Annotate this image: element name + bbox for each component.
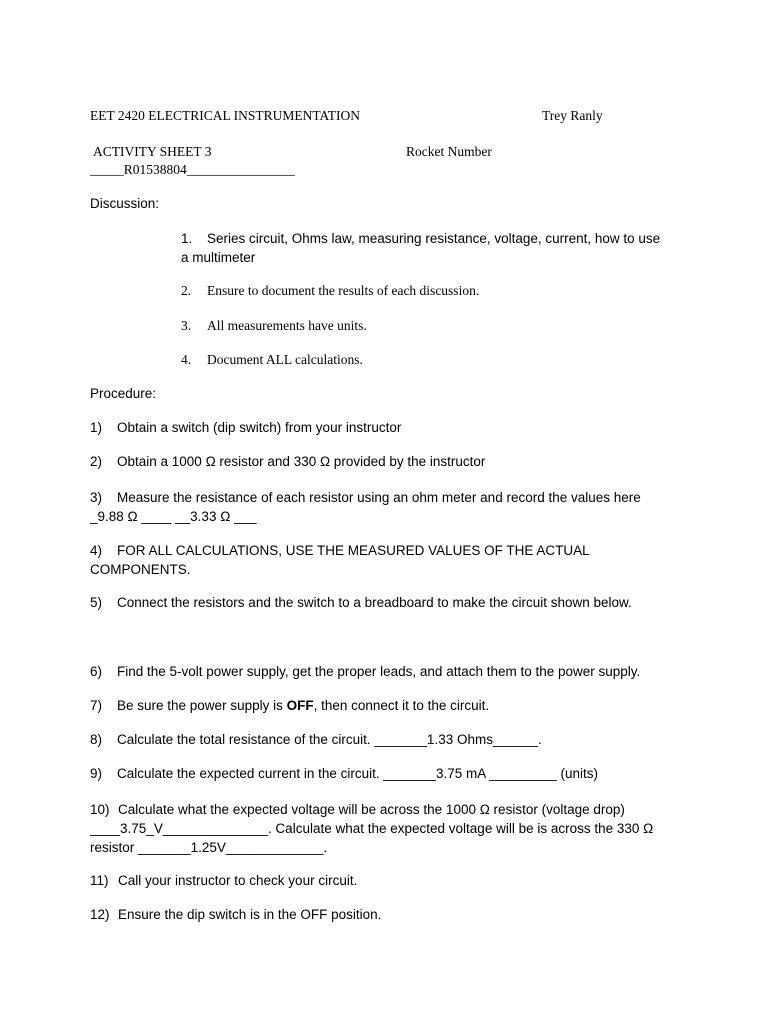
discussion-heading: Discussion: bbox=[90, 196, 160, 211]
procedure-step-5 bbox=[90, 595, 632, 610]
procedure-step-9 bbox=[90, 766, 598, 781]
step-text: Calculate what the expected voltage will be across the 1000 Ω resistor (voltage drop) bbox=[118, 802, 625, 817]
step-number: 1) bbox=[90, 420, 103, 435]
step-text: Be sure the power supply is bbox=[117, 698, 287, 713]
procedure-step-7 bbox=[90, 698, 489, 713]
step-number: 10) bbox=[90, 802, 110, 817]
step-text-post: , then connect it to the circuit. bbox=[313, 698, 490, 713]
procedure-heading: Procedure: bbox=[90, 386, 157, 401]
discussion-item-3 bbox=[181, 318, 367, 334]
discussion-item-text: All measurements have units. bbox=[207, 318, 367, 333]
step-number: 9) bbox=[90, 766, 103, 781]
step-text-cont: COMPONENTS. bbox=[90, 562, 191, 577]
step-text: Call your instructor to check your circuit. bbox=[118, 873, 358, 888]
step-number: 5) bbox=[90, 595, 103, 610]
rocket-number-value: _____R01538804________________ bbox=[90, 162, 295, 177]
discussion-item-text: Document ALL calculations. bbox=[207, 352, 363, 367]
discussion-item-number: 4. bbox=[181, 352, 192, 367]
step-text: Measure the resistance of each resistor using an ohm meter and record the values here bbox=[117, 490, 641, 505]
discussion-item-1 bbox=[181, 229, 681, 267]
step-text: FOR ALL CALCULATIONS, USE THE MEASURED VALUES OF THE ACTUAL bbox=[117, 543, 590, 558]
procedure-step-6 bbox=[90, 664, 640, 679]
course-title: EET 2420 ELECTRICAL INSTRUMENTATION bbox=[90, 108, 361, 123]
procedure-step-10 bbox=[90, 800, 710, 857]
step-text-bold: OFF bbox=[286, 698, 314, 713]
discussion-item-text: Ensure to document the results of each discussion. bbox=[207, 283, 480, 298]
step-number: 7) bbox=[90, 698, 103, 713]
step-text-cont: ____3.75_V______________. Calculate what the expected voltage will be is across the 330 Ω bbox=[90, 821, 654, 836]
procedure-step-1 bbox=[90, 420, 401, 435]
procedure-step-4 bbox=[90, 541, 690, 579]
step-number: 11) bbox=[90, 873, 109, 888]
step-text: Obtain a 1000 Ω resistor and 330 Ω provided by the instructor bbox=[117, 454, 486, 469]
step-number: 4) bbox=[90, 543, 103, 558]
discussion-item-number: 1. bbox=[181, 231, 193, 246]
student-name: Trey Ranly bbox=[542, 108, 603, 123]
step-number: 8) bbox=[90, 732, 103, 747]
discussion-item-text: Series circuit, Ohms law, measuring resistance, voltage, current, how to use bbox=[207, 231, 661, 246]
step-text: Find the 5-volt power supply, get the proper leads, and attach them to the power supply. bbox=[117, 664, 641, 679]
step-text: Calculate the total resistance of the circuit. _______1.33 Ohms______. bbox=[117, 732, 542, 747]
procedure-step-3 bbox=[90, 488, 690, 526]
discussion-item-4 bbox=[181, 352, 363, 368]
procedure-step-8 bbox=[90, 732, 542, 747]
step-text: Ensure the dip switch is in the OFF position. bbox=[118, 907, 382, 922]
procedure-step-11 bbox=[90, 873, 357, 888]
step-text: Obtain a switch (dip switch) from your instructor bbox=[117, 420, 402, 435]
step-text-cont: _9.88 Ω ____ __3.33 Ω ___ bbox=[90, 509, 257, 524]
discussion-item-2 bbox=[181, 283, 479, 299]
discussion-item-number: 3. bbox=[181, 318, 192, 333]
rocket-number-label: Rocket Number bbox=[406, 144, 492, 159]
step-text: Connect the resistors and the switch to a breadboard to make the circuit shown below. bbox=[117, 595, 632, 610]
discussion-item-number: 2. bbox=[181, 283, 192, 298]
step-number: 12) bbox=[90, 907, 110, 922]
step-text-cont: resistor _______1.25V_____________. bbox=[90, 840, 328, 855]
activity-title: ACTIVITY SHEET 3 bbox=[93, 144, 212, 159]
discussion-item-text-cont: a multimeter bbox=[181, 250, 256, 265]
step-number: 2) bbox=[90, 454, 103, 469]
step-number: 6) bbox=[90, 664, 103, 679]
procedure-step-12 bbox=[90, 907, 381, 922]
procedure-step-2 bbox=[90, 454, 485, 469]
step-text: Calculate the expected current in the circuit. _______3.75 mA _________ (units) bbox=[117, 766, 599, 781]
step-number: 3) bbox=[90, 490, 103, 505]
